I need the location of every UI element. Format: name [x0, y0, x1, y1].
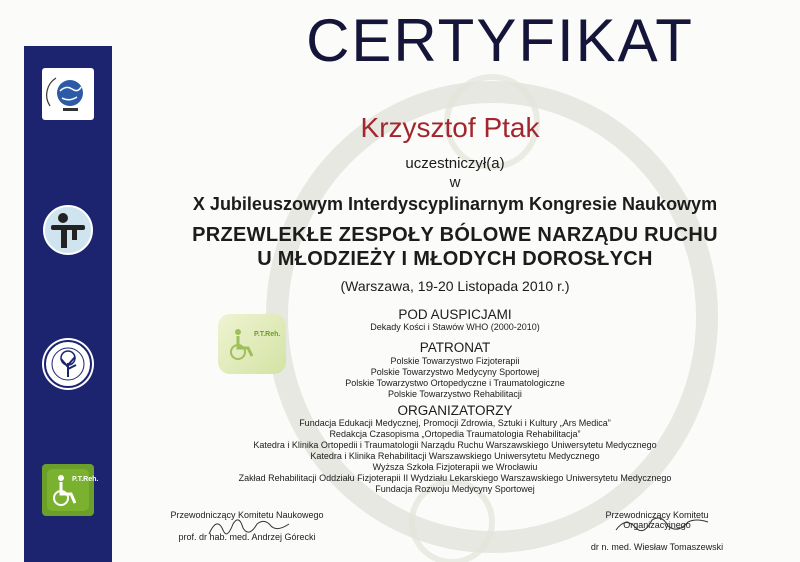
right-signature-block	[572, 510, 742, 552]
list-item: Polskie Towarzystwo Medycyny Sportowej	[370, 367, 540, 377]
location-date: (Warszawa, 19-20 Listopada 2010 r.)	[340, 278, 570, 294]
left-signature-block	[162, 510, 332, 542]
auspices-heading: POD AUSPICJAMI	[398, 307, 512, 322]
organizers-heading: ORGANIZATORZY	[397, 403, 513, 418]
organizers-list	[130, 418, 780, 495]
stick-figure-logo-icon	[42, 204, 94, 256]
svg-text:P.T.Reh.: P.T.Reh.	[254, 331, 281, 338]
patronage-list	[130, 356, 780, 400]
list-item: Polskie Towarzystwo Ortopedyczne i Traumatologiczne	[345, 378, 565, 388]
list-item: Wyższa Szkoła Fizjoterapii we Wrocławiu	[372, 462, 538, 472]
svg-text:P.T.Reh.: P.T.Reh.	[72, 476, 99, 483]
list-item: Fundacja Rozwoju Medycyny Sportowej	[375, 484, 535, 494]
stick-figure-logo	[42, 204, 94, 256]
tree-seal-logo-icon	[43, 339, 93, 389]
list-item: Katedra i Klinika Rehabilitacji Warszawskiego Uniwersytetu Medycznego	[310, 451, 600, 461]
tree-seal-logo	[42, 338, 94, 390]
topic-line-2: U MŁODZIEŻY I MŁODYCH DOROSŁYCH	[257, 248, 653, 270]
ptreh-logo	[42, 464, 99, 516]
list-item: Zakład Rehabilitacji Oddziału Fizjoterapii II Wydziału Lekarskiego Warszawskiego Uniwersytetu Medycznego	[238, 473, 672, 483]
recipient-name: Krzysztof Ptak	[360, 112, 540, 143]
right-signature-name: dr n. med. Wiesław Tomaszewski	[590, 542, 724, 552]
globe-logo-icon	[46, 72, 90, 116]
left-signature-role: Przewodniczący Komitetu Naukowego	[170, 510, 324, 520]
list-item: Redakcja Czasopisma „Ortopedia Traumatologia Rehabilitacja”	[329, 429, 581, 439]
wheelchair-logo-icon	[45, 467, 99, 513]
auspices-value: Dekady Kości i Stawów WHO (2000-2010)	[370, 322, 540, 332]
bone-joint-decade-logo	[42, 68, 94, 120]
list-item: Polskie Towarzystwo Rehabilitacji	[388, 389, 522, 399]
topic-line-1: PRZEWLEKŁE ZESPOŁY BÓLOWE NARZĄDU RUCHU	[192, 224, 718, 246]
sidebar-band	[24, 46, 112, 562]
preposition-text: w	[449, 174, 461, 191]
left-signature-name: prof. dr hab. med. Andrzej Górecki	[178, 532, 316, 542]
list-item: Katedra i Klinika Ortopedii i Traumatologii Narządu Ruchu Warszawskiego Uniwersytetu Medycznego	[253, 440, 657, 450]
congress-name: X Jubileuszowym Interdyscyplinarnym Kongresie Naukowym	[192, 194, 718, 214]
patronage-heading: PATRONAT	[419, 340, 491, 355]
list-item: Fundacja Edukacji Medycznej, Promocji Zdrowia, Sztuki i Kultury „Ars Medica”	[299, 418, 611, 428]
certificate-title: CERTYFIKAT	[306, 7, 694, 74]
right-signature-role: Przewodniczący Komitetu Organizacyjnego	[605, 510, 709, 530]
list-item: Polskie Towarzystwo Fizjoterapii	[390, 356, 520, 366]
participated-text: uczestniczył(a)	[405, 155, 505, 172]
